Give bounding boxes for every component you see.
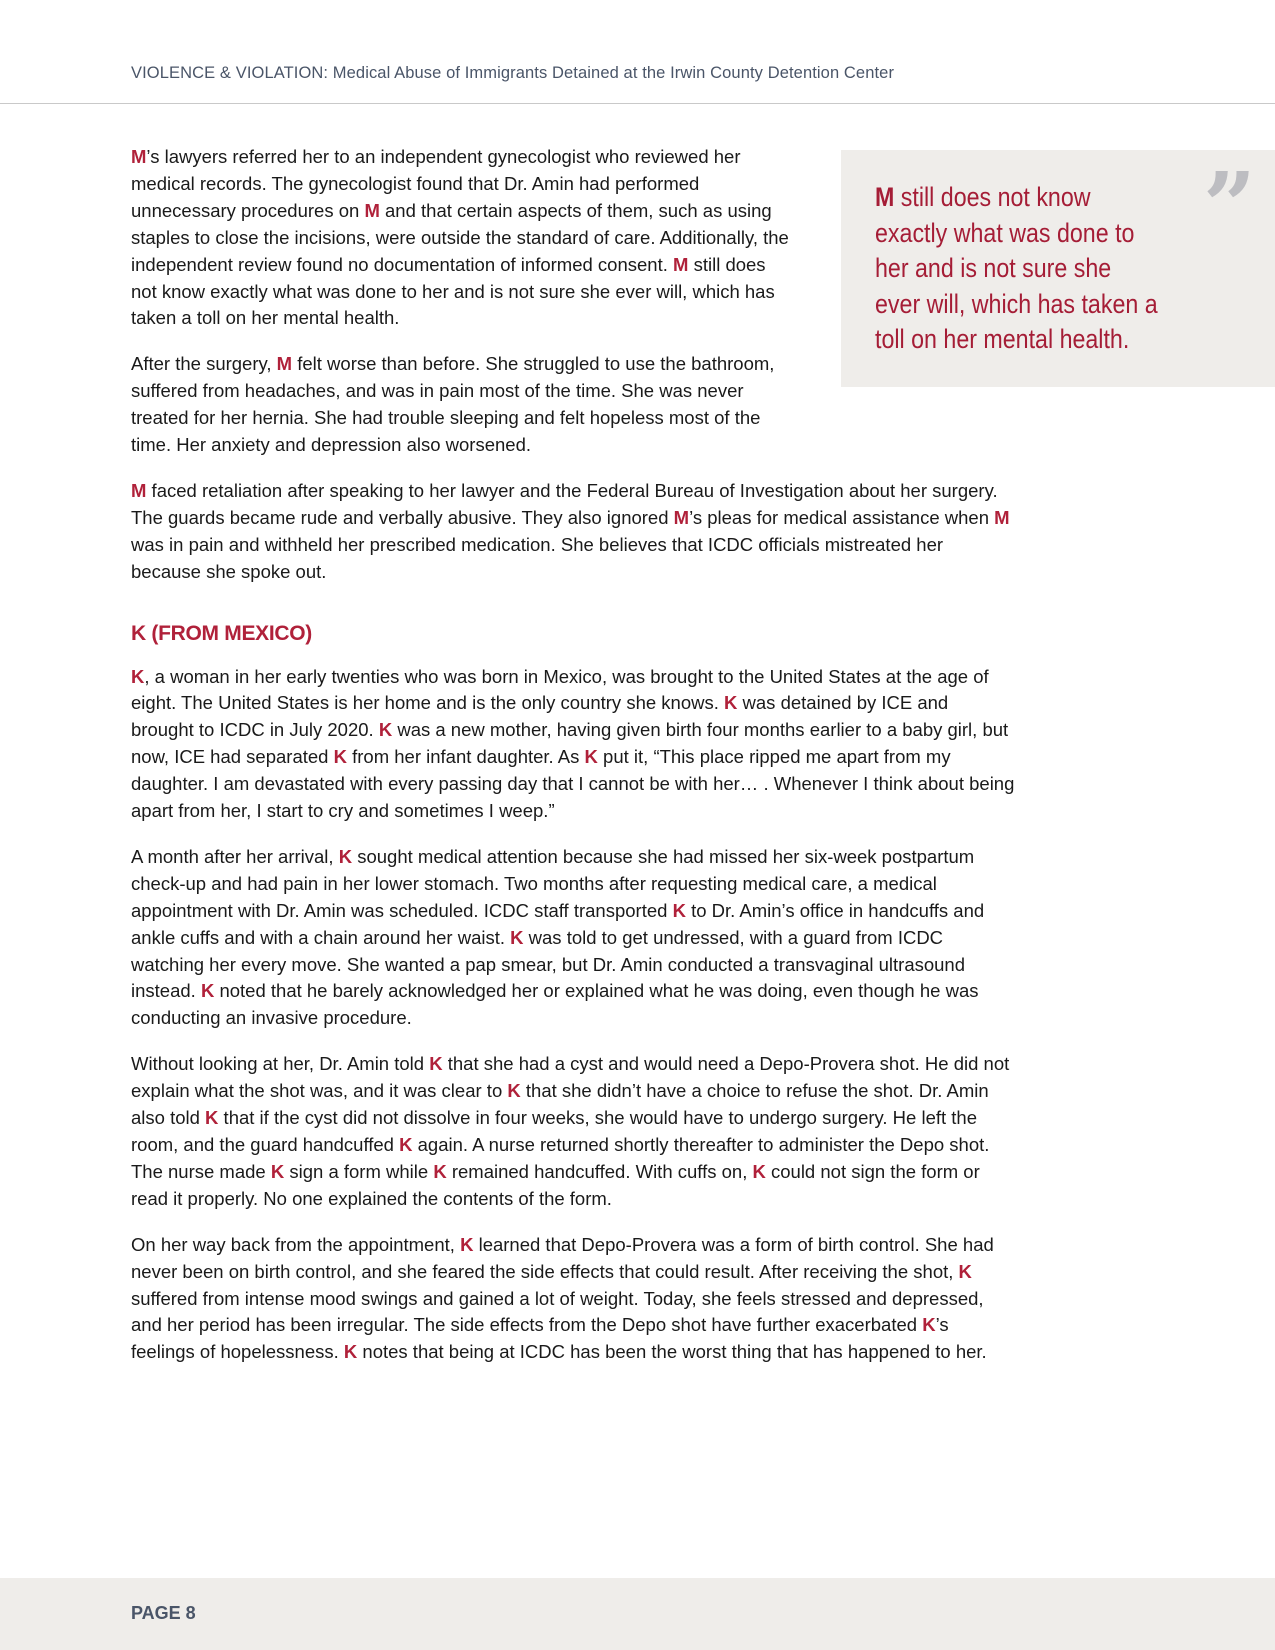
page-number: PAGE 8 <box>131 1603 196 1623</box>
highlighted-initial: K <box>507 1080 521 1102</box>
running-header <box>131 64 894 83</box>
highlighted-initial: K <box>200 980 215 1002</box>
highlighted-initial: K <box>433 1160 447 1182</box>
highlighted-initial: M <box>673 506 690 528</box>
running-header-bold: VIOLENCE & VIOLATION: <box>131 64 329 82</box>
paragraph: K, a woman in her early twenties who was born in Mexico, was brought to the United States at the age of eight. The United States is her home and is the only country she knows. K was detained by ICE and brought to ICDC in July 2020. K was a new mother, having given birth four months earlier to a baby girl, but now, ICE had separated K from her infant daughter. As K put it, “This place ripped me apart from my daughter. I am devastated with every passing day that I cannot be with her… . Whenever I think about being apart from her, I start to cry and sometimes I weep.” <box>131 665 1015 822</box>
highlighted-initial: K <box>333 746 347 768</box>
highlighted-initial: K <box>429 1053 443 1075</box>
page-footer <box>0 1578 1275 1650</box>
closing-quote-icon: ” <box>1203 152 1256 260</box>
section-heading: K (FROM MEXICO) <box>131 621 312 645</box>
article-body <box>131 144 1016 1385</box>
highlighted-initial: K <box>724 692 738 714</box>
highlighted-initial: K <box>752 1160 766 1182</box>
highlighted-initial: K <box>343 1341 358 1363</box>
pull-quote-initial: M <box>875 182 895 212</box>
highlighted-initial: K <box>460 1233 474 1255</box>
highlighted-initial: K <box>958 1260 972 1282</box>
highlighted-initial: M <box>131 479 147 501</box>
highlighted-initial: K <box>378 719 393 741</box>
paragraph: M’s lawyers referred her to an independent gynecologist who reviewed her medical records. The gynecologist found that Dr. Amin had performed unnecessary procedures on M and that certain aspects of them, such as using staples to close the incisions, were outside the standard of care. Additionally, the independent review found no documentation of informed consent. M still does not know exactly what was done to her and is not sure she ever will, which has taken a toll on her mental health. <box>131 146 789 329</box>
paragraph: M faced retaliation after speaking to her lawyer and the Federal Bureau of Investigation about her surgery. The guards became rude and verbally abusive. They also ignored M’s pleas for medical assistance when M was in pain and withheld her prescribed medication. She believes that ICDC officials mistreated her because she spoke out. <box>131 479 1010 582</box>
running-header-subtitle: Medical Abuse of Immigrants Detained at the Irwin County Detention Center <box>328 64 895 82</box>
highlighted-initial: K <box>672 899 686 921</box>
highlighted-initial: K <box>922 1314 936 1336</box>
highlighted-initial: M <box>276 353 293 375</box>
paragraph: Without looking at her, Dr. Amin told K that she had a cyst and would need a Depo-Provera shot. He did not explain what the shot was, and it was clear to K that she didn’t have a choice to refuse the shot. Dr. Amin also told K that if the cyst did not dissolve in four weeks, she would have to undergo surgery. He left the room, and the guard handcuffed K again. A nurse returned shortly thereafter to administer the Depo shot. The nurse made K sign a form while K remained handcuffed. With cuffs on, K could not sign the form or read it properly. No one explained the contents of the form. <box>131 1053 1010 1209</box>
highlighted-initial: M <box>673 253 689 275</box>
highlighted-initial: K <box>399 1134 413 1155</box>
paragraph: After the surgery, M felt worse than before. She struggled to use the bathroom, suffered from headaches, and was in pain most of the time. She was never treated for her hernia. She had trouble sleeping and felt hopeless most of the time. Her anxiety and depression also worsened. <box>131 353 775 456</box>
highlighted-initial: M <box>131 146 147 167</box>
header-divider <box>0 103 1275 104</box>
highlighted-initial: M <box>364 199 380 221</box>
pull-quote-body: still does not know exactly what was done to her and is not sure she ever will, which has taken a toll on her mental health. <box>875 182 1158 354</box>
highlighted-initial: K <box>338 845 353 867</box>
highlighted-initial: K <box>131 665 145 687</box>
highlighted-initial: K <box>270 1160 285 1182</box>
highlighted-initial: M <box>994 506 1010 528</box>
highlighted-initial: K <box>584 746 598 768</box>
highlighted-initial: K <box>205 1107 219 1129</box>
paragraph: A month after her arrival, K sought medical attention because she had missed her six-week postpartum check-up and had pain in her lower stomach. Two months after requesting medical care, a medical appointment with Dr. Amin was scheduled. ICDC staff transported K to Dr. Amin’s office in handcuffs and ankle cuffs and with a chain around her waist. K was told to get undressed, with a guard from ICDC watching her every move. She wanted a pap smear, but Dr. Amin conducted a transvaginal ultrasound instead. K noted that he barely acknowledged her or explained what he was doing, even though he was conducting an invasive procedure. <box>131 845 985 1029</box>
highlighted-initial: K <box>510 926 524 948</box>
paragraph: On her way back from the appointment, K learned that Depo-Provera was a form of birth control. She had never been on birth control, and she feared the side effects that could result. After receiving the shot, K suffered from intense mood swings and gained a lot of weight. Today, she feels stressed and depressed, and her period has been irregular. The side effects from the Depo shot have further exacerbated K’s feelings of hopelessness. K notes that being at ICDC has been the worst thing that has happened to her. <box>131 1233 994 1363</box>
